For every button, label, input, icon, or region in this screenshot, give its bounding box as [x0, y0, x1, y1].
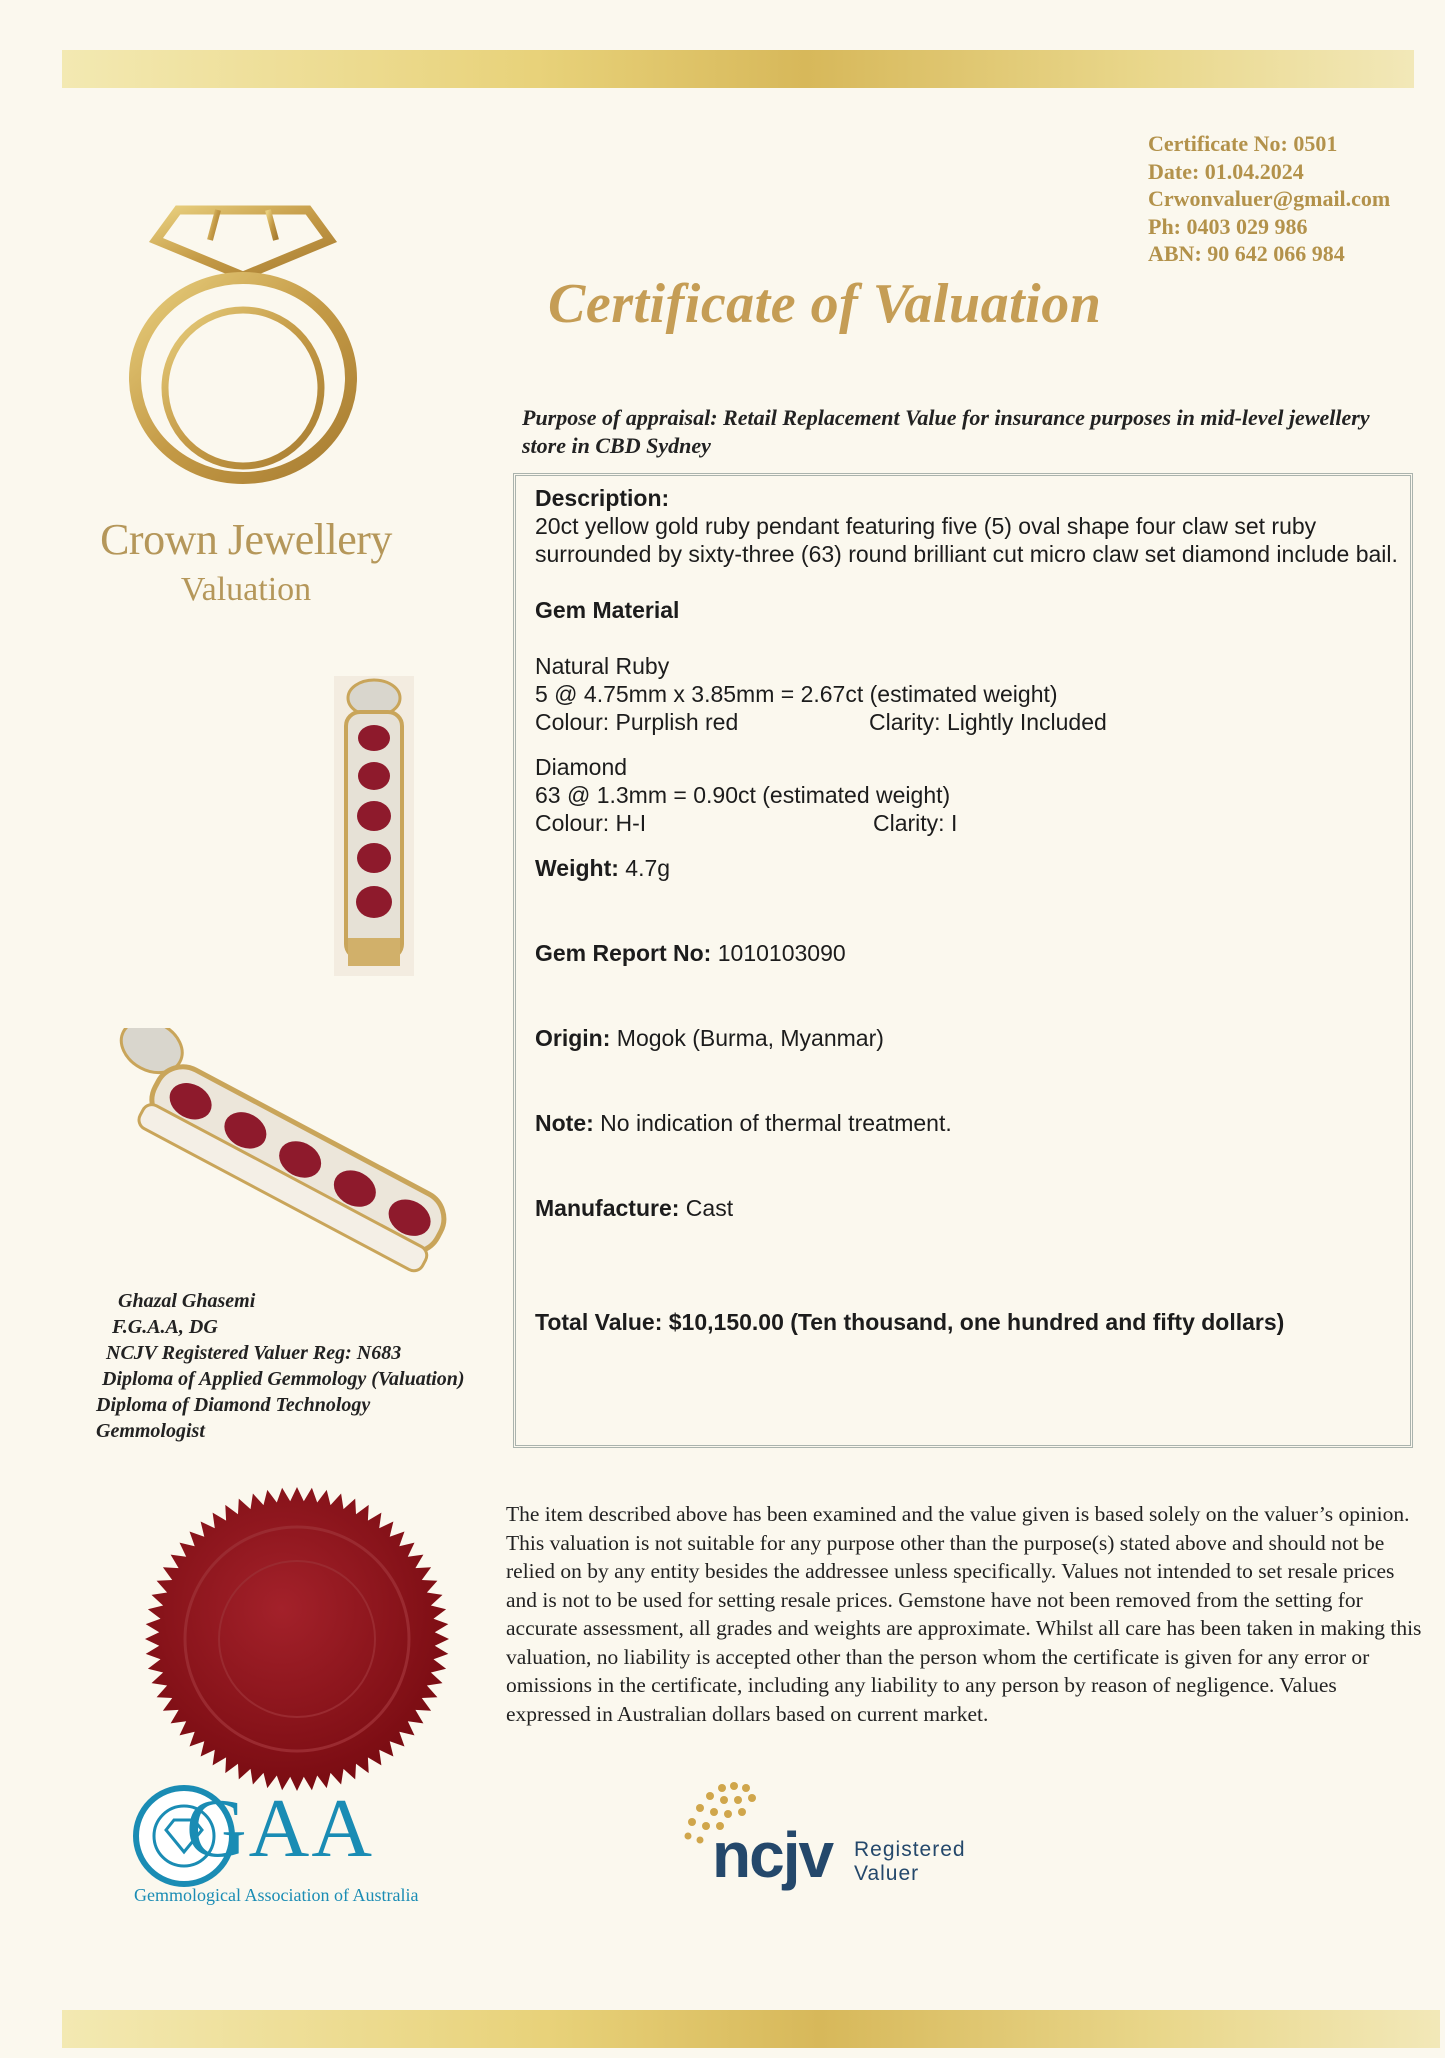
abn: ABN: 90 642 066 984: [1148, 241, 1345, 266]
disclaimer-text: The item described above has been examined and the value given is based solely on the valuer’s opinion. This valuation is not suitable for any purpose other than the purpose(s) stated above and should not be relied on by any entity besides the addressee unless specifically. Values not intended to set resale prices and is not to be used for setting resale prices. Gemstone have not been removed from the setting for accurate assessment, all grades and weights are approximate. Whilst all care has been taken in making this valuation, no liability is accepted other than the person whom the certificate is given for any error or omissions in the certificate, including any liability to any person by reason of negligence. Values expressed in Australian dollars based on current market.: [506, 1502, 1422, 1726]
valuation-details: [535, 484, 1405, 1336]
ncjv-reg-line1: Registered: [854, 1838, 966, 1861]
brand-name: [56, 514, 436, 609]
valuer-name: Ghazal Ghasemi: [118, 1290, 256, 1312]
purpose-of-appraisal: Purpose of appraisal: Retail Replacement Value for insurance purposes in mid-level jewellery store in CBD Sydney: [522, 405, 1370, 458]
total-value: Total Value: $10,150.00 (Ten thousand, one hundred and fifty dollars): [535, 1309, 1285, 1335]
weight-label: Weight:: [535, 855, 619, 881]
origin-label: Origin:: [535, 1025, 611, 1051]
manufacture-label: Manufacture:: [535, 1195, 680, 1221]
description-text: 20ct yellow gold ruby pendant featuring five (5) oval shape four claw set ruby surrounded by sixty-three (63) round brilliant cut micro claw set diamond include bail.: [535, 513, 1398, 567]
gem-report-label: Gem Report No:: [535, 940, 712, 966]
note-label: Note:: [535, 1110, 594, 1136]
valuer-post: F.G.A.A, DG: [112, 1316, 218, 1338]
weight-row: [535, 854, 1405, 882]
valuer-role: Gemmologist: [96, 1420, 205, 1442]
origin-value: Mogok (Burma, Myanmar): [616, 1025, 884, 1051]
valuer-diploma-diamond: Diploma of Diamond Technology: [96, 1394, 371, 1416]
pendant-side-photo-icon: [56, 1028, 456, 1278]
red-wax-seal-icon: [142, 1484, 452, 1794]
certificate-header-info: [1148, 130, 1390, 268]
description-label: Description:: [535, 485, 670, 511]
diamond-size: 63 @ 1.3mm = 0.90ct (estimated weight): [535, 782, 951, 808]
note-value: No indication of thermal treatment.: [600, 1110, 952, 1136]
valuer-credentials: [96, 1288, 465, 1444]
gaa-logo-text: GAA: [186, 1782, 374, 1875]
weight-value: 4.7g: [625, 855, 671, 881]
valuer-diploma-gemmology: Diploma of Applied Gemmology (Valuation): [102, 1368, 465, 1390]
gem-report-row: [535, 939, 1405, 967]
origin-row: [535, 1024, 1405, 1052]
manufacture-row: [535, 1194, 1405, 1222]
certificate-number: Certificate No: 0501: [1148, 131, 1338, 156]
brand-line1: Crown Jewellery: [100, 515, 392, 564]
ruby-colour: Colour: Purplish red: [535, 709, 739, 735]
ncjv-registered-valuer: [854, 1838, 966, 1886]
diamond-clarity: Clarity: I: [873, 810, 958, 836]
contact-email: Crwonvaluer@gmail.com: [1148, 186, 1391, 211]
bottom-gold-bar: [62, 2010, 1440, 2048]
gem-material-label: Gem Material: [535, 597, 680, 623]
ruby-clarity: Clarity: Lightly Included: [869, 709, 1107, 735]
gaa-full-name: Gemmological Association of Australia: [134, 1885, 419, 1905]
diamond-colour: Colour: H-I: [535, 810, 647, 836]
ncjv-logo-text: ncjv: [712, 1819, 833, 1891]
crown-jewellery-ring-logo-icon: [118, 198, 368, 488]
ncjv-reg-line2: Valuer: [854, 1862, 920, 1885]
ruby-size: 5 @ 4.75mm x 3.85mm = 2.67ct (estimated weight): [535, 681, 1058, 707]
manufacture-value: Cast: [685, 1195, 734, 1221]
gem-report-value: 1010103090: [717, 940, 846, 966]
top-gold-bar: [62, 50, 1414, 88]
certificate-date: Date: 01.04.2024: [1148, 158, 1304, 184]
valuer-registration: NCJV Registered Valuer Reg: N683: [106, 1342, 402, 1364]
ruby-name: Natural Ruby: [535, 653, 670, 679]
contact-phone: Ph: 0403 029 986: [1148, 213, 1308, 239]
pendant-front-photo-icon: [328, 676, 420, 976]
brand-line2: Valuation: [180, 571, 312, 608]
note-row: [535, 1109, 1405, 1137]
diamond-name: Diamond: [535, 754, 628, 780]
page-title: Certificate of Valuation: [548, 273, 1102, 335]
